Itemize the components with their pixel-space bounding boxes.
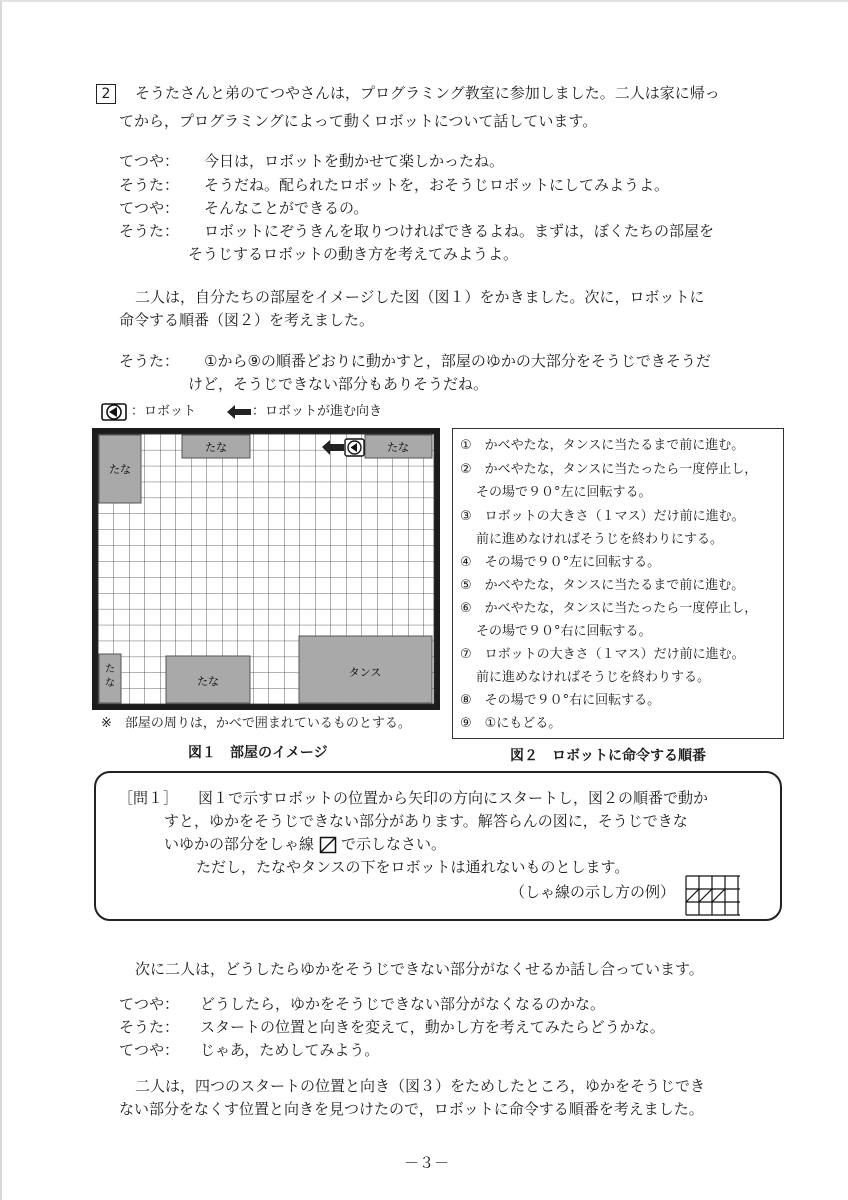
intro-line-1: そうたさんと弟のてつやさんは，プログラミング教室に参加しました。二人は家に帰っ (135, 84, 720, 102)
hatch-example-label: （しゃ線の示し方の例） (510, 883, 676, 901)
figure2-caption: 図２ ロボットに命令する順番 (510, 748, 706, 764)
step-line: ④ その場で９０°左に回転する。 (460, 555, 661, 570)
step-line: その場で９０°右に回転する。 (476, 624, 652, 639)
step-line: 前に進めなければそうじを終わりにする。 (476, 532, 724, 547)
dialogue-line: そんなことができるの。 (204, 199, 369, 217)
speaker: てつや： (119, 995, 180, 1013)
dialogue-line: ロボットにぞうきんを取りつければできるよね。まずは，ぼくたちの部屋を (204, 222, 715, 240)
intro-line-2: てから，プログラミングによって動くロボットについて話しています。 (119, 112, 598, 130)
speaker: そうた： (119, 176, 180, 194)
step-line: ⑥ かべやたな，タンスに当たったら一度停止し， (460, 601, 758, 616)
paragraph-line: 二人は，四つのスタートの位置と向き（図３）をためしたところ，ゆかをそうじでき (135, 1077, 706, 1095)
paragraph-line: 次に二人は，どうしたらゆかをそうじできない部分がなくせるか話し合っています。 (135, 960, 704, 978)
hatch-example-icon (684, 874, 742, 918)
step-line: ⑧ その場で９０°右に回転する。 (460, 693, 661, 708)
dialogue-line: ①から⑨の順番どおりに動かすと，部屋のゆかの大部分をそうじできそうだ (204, 352, 711, 370)
dialogue-line: けど，そうじできない部分もありそうだね。 (188, 375, 489, 393)
hatched-square-icon (319, 836, 337, 854)
step-line: ③ ロボットの大きさ（１マス）だけ前に進む。 (460, 509, 745, 524)
question1-line: 図１で示すロボットの位置から矢印の方向にスタートし，図２の順番で動か (198, 789, 709, 807)
step-line: ⑦ ロボットの大きさ（１マス）だけ前に進む。 (460, 647, 745, 662)
shelf-label: たな (205, 441, 227, 454)
question1-line: いゆかの部分をしゃ線 (164, 835, 315, 853)
step-line: ⑨ ①にもどる。 (460, 716, 562, 731)
dialogue-line: そうじするロボットの動き方を考えてみようよ。 (188, 245, 519, 263)
shelf-label: たな (387, 441, 409, 454)
step-line: その場で９０°左に回転する。 (476, 485, 652, 500)
question1-line: すと，ゆかをそうじできない部分があります。解答らんの図に，そうじできな (164, 812, 688, 830)
shelf-label-vertical-2: な (105, 678, 115, 689)
direction-arrow-icon (226, 404, 252, 420)
room-figure (92, 428, 440, 710)
wardrobe-label: タンス (348, 666, 382, 679)
robot-icon (100, 401, 130, 423)
shelf-label: たな (109, 463, 131, 476)
legend-direction-label: ：ロボットが進む向き (252, 404, 383, 419)
question-number: 2 (96, 84, 116, 104)
shelf-label-vertical-1: た (105, 664, 115, 675)
dialogue-line: どうしたら，ゆかをそうじできない部分がなくなるのかな。 (200, 995, 606, 1013)
question1-line: ただし，たなやタンスの下をロボットは通れないものとします。 (196, 858, 630, 876)
paragraph-line: ない部分をなくす位置と向きを見つけたので，ロボットに命令する順番を考えました。 (119, 1100, 704, 1118)
speaker: そうた： (119, 1018, 180, 1036)
paragraph-line: 二人は，自分たちの部屋をイメージした図（図１）をかきました。次に，ロボットに (135, 288, 705, 306)
figure1-caption: 図１ 部屋のイメージ (188, 745, 328, 761)
question1-line: で示しなさい。 (341, 835, 447, 853)
page-number: －３－ (404, 1154, 450, 1172)
dialogue-line: じゃあ，ためしてみよう。 (200, 1041, 380, 1059)
speaker: てつや： (119, 1041, 180, 1059)
question1-label: ［問１］ (118, 789, 179, 807)
speaker: そうた： (119, 352, 180, 370)
speaker: てつや： (119, 152, 180, 170)
shelf-label: たな (197, 675, 219, 688)
step-line: ① かべやたな，タンスに当たるまで前に進む。 (460, 438, 745, 453)
paragraph-line: 命令する順番（図２）を考えました。 (119, 311, 375, 329)
step-line: 前に進めなければそうじを終わりする。 (476, 670, 711, 685)
legend-robot-label: ：ロボット (131, 404, 197, 419)
figure1-note: ※ 部屋の周りは，かべで囲まれているものとする。 (101, 716, 411, 731)
dialogue-line: スタートの位置と向きを変えて，動かし方を考えてみたらどうかな。 (200, 1018, 665, 1036)
step-line: ② かべやたな，タンスに当たったら一度停止し， (460, 462, 758, 477)
dialogue-line: 今日は，ロボットを動かせて楽しかったね。 (204, 152, 505, 170)
dialogue-line: そうだね。配られたロボットを，おそうじロボットにしてみようよ。 (204, 176, 670, 194)
step-line: ⑤ かべやたな，タンスに当たるまで前に進む。 (460, 578, 745, 593)
speaker: てつや： (119, 199, 180, 217)
speaker: そうた： (119, 222, 180, 240)
